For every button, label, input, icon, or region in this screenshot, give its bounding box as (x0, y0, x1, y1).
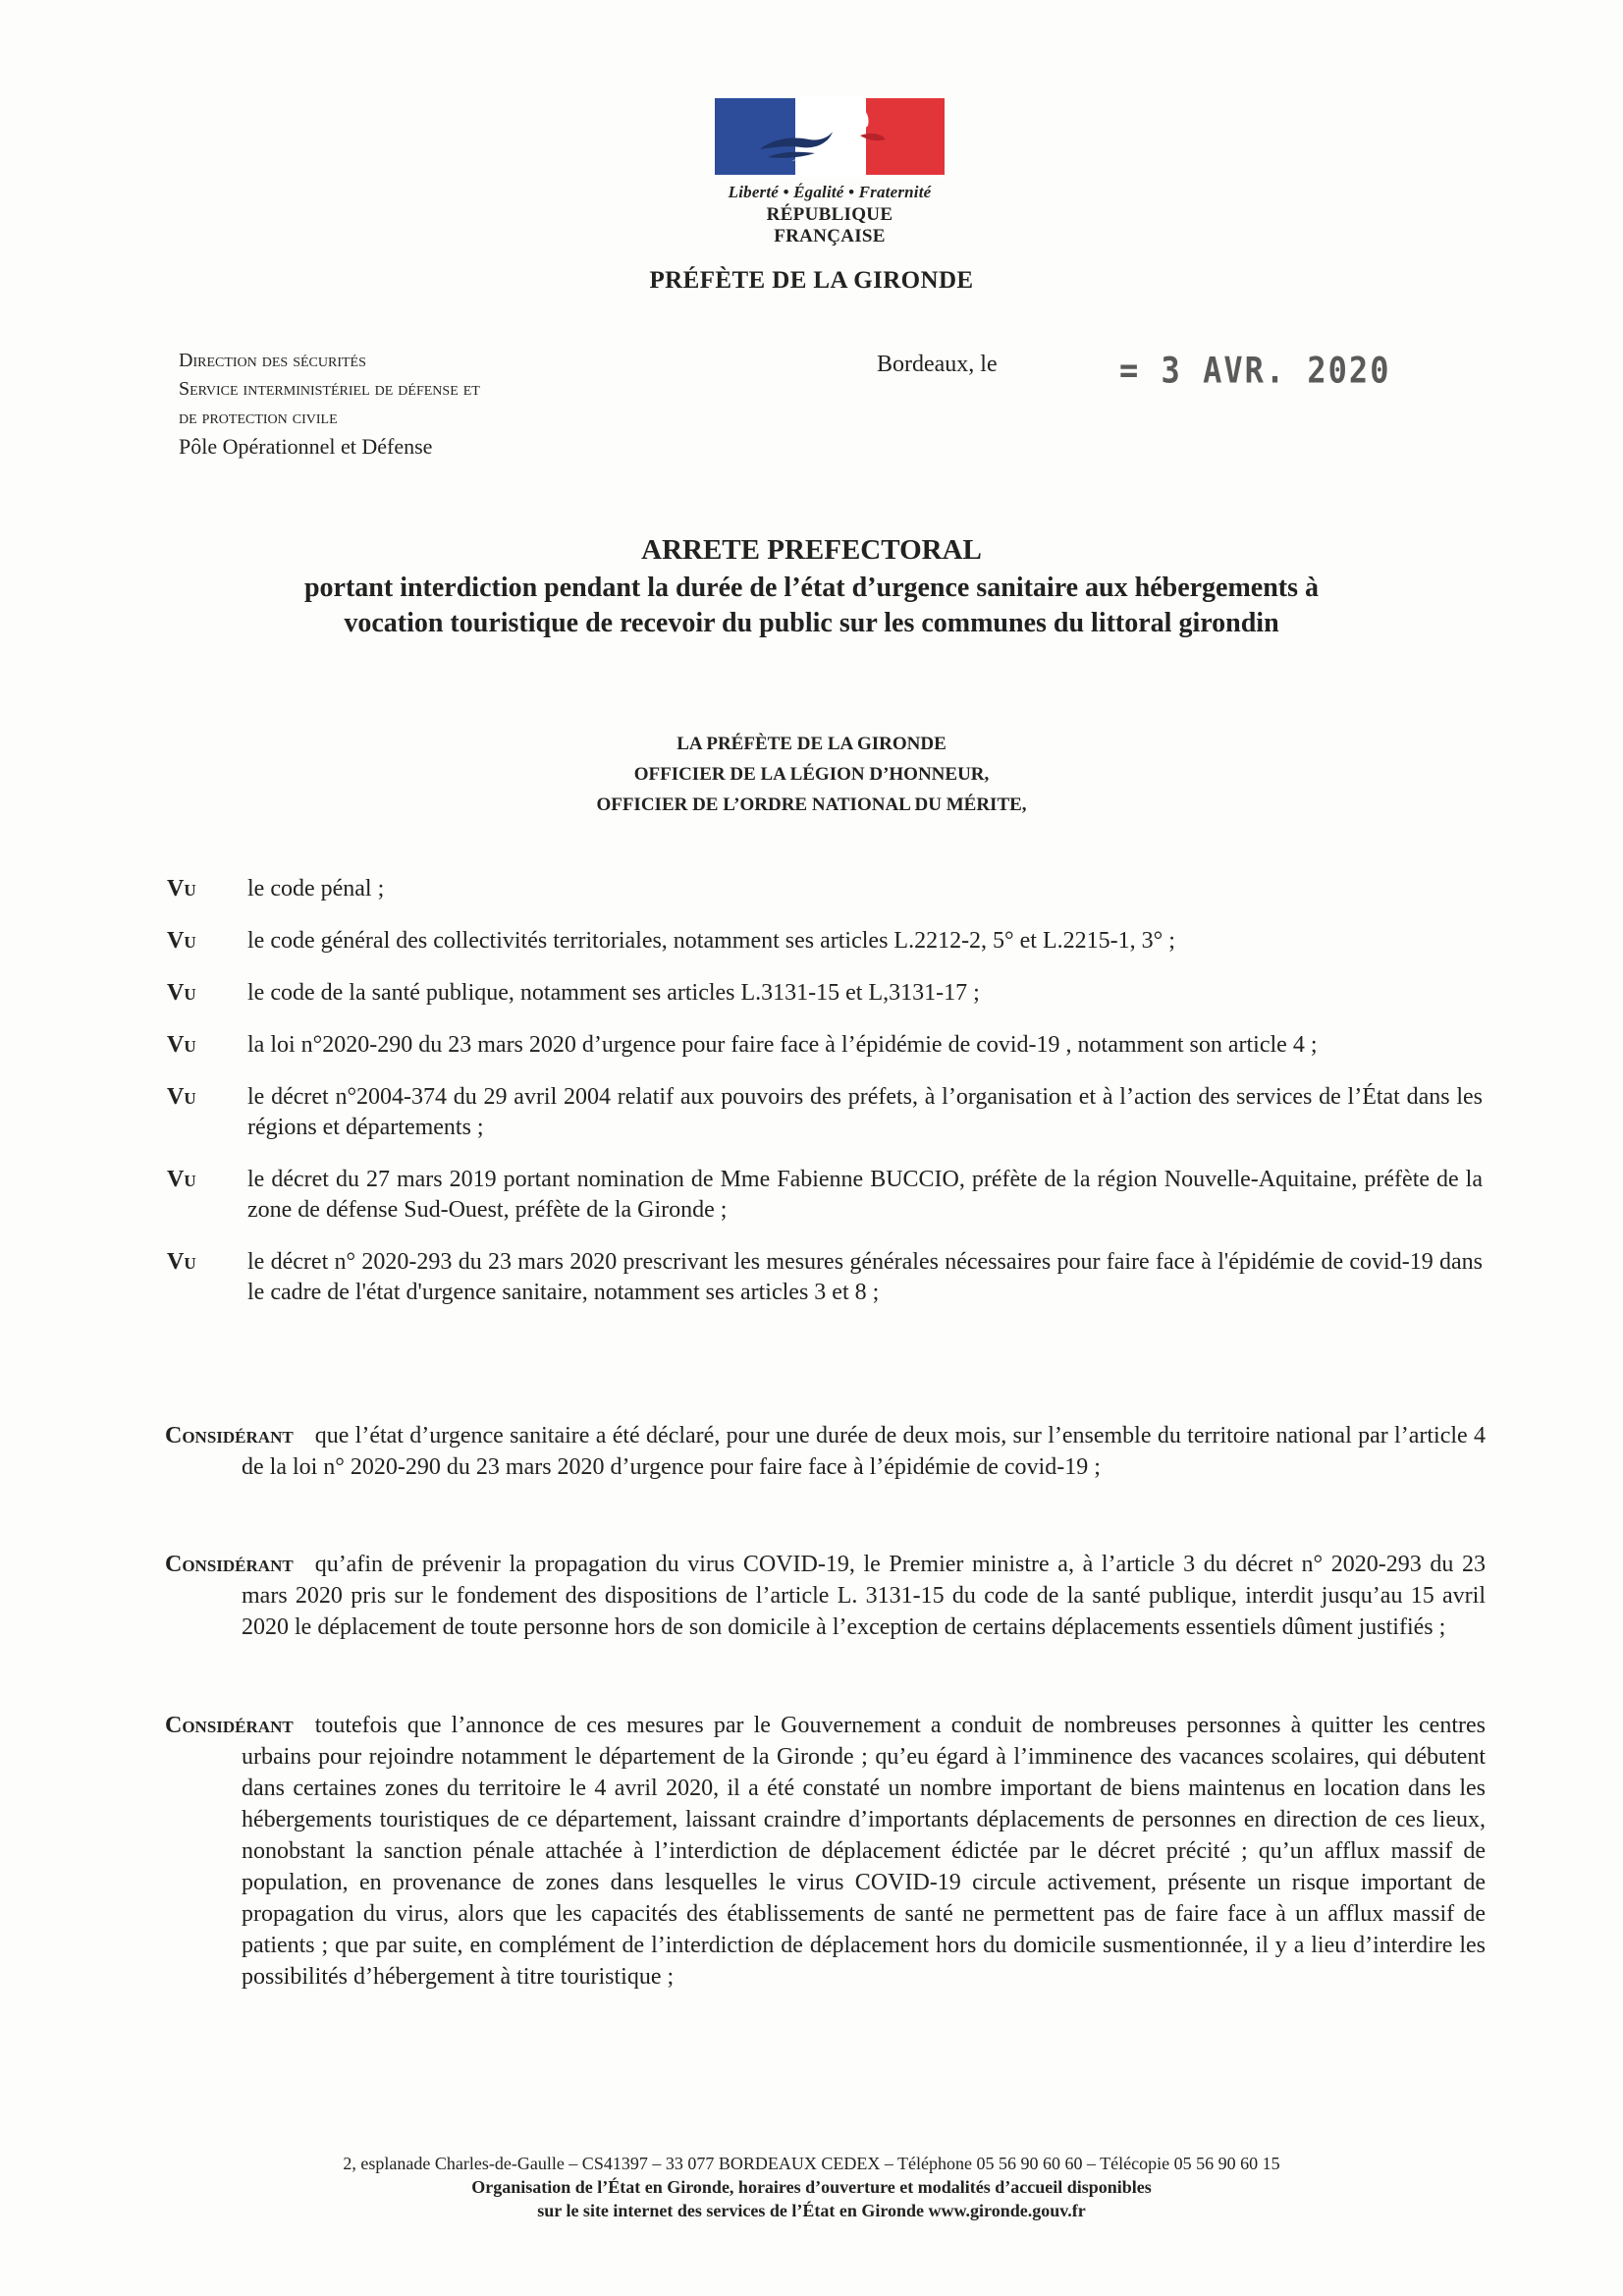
service-line: Service interministériel de défense et (179, 378, 480, 400)
considerant-label: Considérant (165, 1552, 294, 1577)
considerant-item (165, 1549, 1486, 1643)
decree-subtitle: portant interdiction pendant la durée de l’état d’urgence sanitaire aux hébergements à (303, 573, 1320, 603)
vu-item (167, 1247, 1483, 1308)
vu-label: Vu (167, 876, 196, 902)
vu-text: le décret n° 2020-293 du 23 mars 2020 prescrivant les mesures générales nécessaires pour faire face à l'épidémie de covid-19 dans le cadre de l'état d'urgence sanitaire, notamment ses articles 3 et 8 ; (247, 1249, 1483, 1305)
authority-block (0, 729, 1623, 820)
service-line: Direction des sécurités (179, 350, 366, 371)
vu-item (167, 1082, 1483, 1143)
considerant-item (165, 1710, 1486, 1993)
vu-text: la loi n°2020-290 du 23 mars 2020 d’urgence pour faire face à l’épidémie de covid-19 , notamment son article 4 ; (247, 1032, 1318, 1058)
vu-item (167, 1165, 1483, 1226)
considerant-text: qu’afin de prévenir la propagation du virus COVID-19, le Premier ministre a, à l’article 3 du décret n° 2020-293 du 23 mars 2020 pris sur le fondement des dispositions de l’article L. 3131-15 du code de la santé publique, interdit jusqu’au 15 avril 2020 le déplacement de toute personne hors de son domicile à l’exception de certains déplacements essentiels dûment justifiés ; (242, 1552, 1486, 1640)
footer-address: 2, esplanade Charles-de-Gaulle – CS41397 – 33 077 BORDEAUX CEDEX – Téléphone 05 56 90 60 60 – Télécopie 05 56 90 60 15 (343, 2154, 1280, 2173)
vu-text: le code pénal ; (247, 876, 385, 902)
republic-motto: Liberté • Égalité • Fraternité (728, 183, 932, 201)
marianne-flag-icon (713, 96, 947, 177)
considerant-label: Considérant (165, 1713, 294, 1738)
considerant-label: Considérant (165, 1423, 294, 1449)
vu-label: Vu (167, 1032, 196, 1058)
considerant-text: toutefois que l’annonce de ces mesures par le Gouvernement a conduit de nombreuses personnes à quitter les centres urbains pour rejoindre notamment le département de la Gironde ; qu’eu égard à l’imminence des vacances scolaires, qui débutent dans certaines zones du territoire le 4 avril 2020, il a été constaté un nombre important de biens maintenus en location dans les hébergements touristiques de ce département, laissant craindre d’importants déplacements de personnes en direction de ces lieux, nonobstant la sanction pénale attachée à l’interdiction de déplacement édictée par le décret précité ; qu’un afflux massif de population, en provenance de zones dans lesquelles le virus COVID-19 circule activement, présente un risque important de propagation du virus, alors que les capacités des établissements de santé ne permettent pas de faire face à un afflux massif de patients ; que par suite, en complément de l’interdiction de déplacement hors du domicile susmentionnée, il y a lieu d’interdire les possibilités d’hébergement à titre touristique ; (242, 1713, 1486, 1990)
page-footer (0, 2152, 1623, 2222)
service-pole: Pôle Opérationnel et Défense (179, 434, 433, 459)
marianne-logo (713, 96, 947, 247)
place-label: Bordeaux, le (877, 352, 998, 377)
vu-list (167, 874, 1483, 1330)
footer-info: Organisation de l’État en Gironde, horaires d’ouverture et modalités d’accueil disponibles (471, 2177, 1152, 2197)
vu-item (167, 978, 1483, 1009)
republic-name: RÉPUBLIQUE FRANÇAISE (766, 204, 893, 246)
vu-text: le code général des collectivités territoriales, notamment ses articles L.2212-2, 5° et L.2215-1, 3° ; (247, 928, 1175, 954)
vu-label: Vu (167, 928, 196, 954)
date-stamp: = 3 AVR. 2020 (1119, 349, 1391, 392)
vu-item (167, 926, 1483, 957)
prefecture-title: PRÉFÈTE DE LA GIRONDE (649, 267, 974, 294)
vu-item (167, 1030, 1483, 1061)
decree-subtitle: vocation touristique de recevoir du public sur les communes du littoral girondin (344, 608, 1279, 638)
footer-website: sur le site internet des services de l’État en Gironde www.gironde.gouv.fr (537, 2201, 1086, 2220)
authority-line: LA PRÉFÈTE DE LA GIRONDE (676, 734, 947, 754)
authority-line: OFFICIER DE L’ORDRE NATIONAL DU MÉRITE, (596, 794, 1027, 815)
vu-label: Vu (167, 1249, 196, 1275)
issuing-service (179, 347, 480, 461)
authority-line: OFFICIER DE LA LÉGION D’HONNEUR, (633, 764, 990, 785)
vu-text: le code de la santé publique, notamment ses articles L.3131-15 et L,3131-17 ; (247, 980, 980, 1006)
considerant-text: que l’état d’urgence sanitaire a été déclaré, pour une durée de deux mois, sur l’ensemble du territoire national par l’article 4 de la loi n° 2020-290 du 23 mars 2020 d’urgence pour faire face à l’épidémie de covid-19 ; (242, 1423, 1486, 1480)
vu-label: Vu (167, 980, 196, 1006)
considerant-item (165, 1420, 1486, 1483)
vu-text: le décret n°2004-374 du 29 avril 2004 relatif aux pouvoirs des préfets, à l’organisation et à l’action des services de l’État dans les régions et départements ; (247, 1084, 1483, 1140)
vu-text: le décret du 27 mars 2019 portant nomination de Mme Fabienne BUCCIO, préfète de la région Nouvelle-Aquitaine, préfète de la zone de défense Sud-Ouest, préfète de la Gironde ; (247, 1167, 1483, 1223)
service-line: de protection civile (179, 407, 338, 428)
vu-item (167, 874, 1483, 904)
decree-title-block (0, 534, 1623, 641)
decree-title: ARRETE PREFECTORAL (641, 534, 982, 566)
vu-label: Vu (167, 1167, 196, 1192)
vu-label: Vu (167, 1084, 196, 1110)
